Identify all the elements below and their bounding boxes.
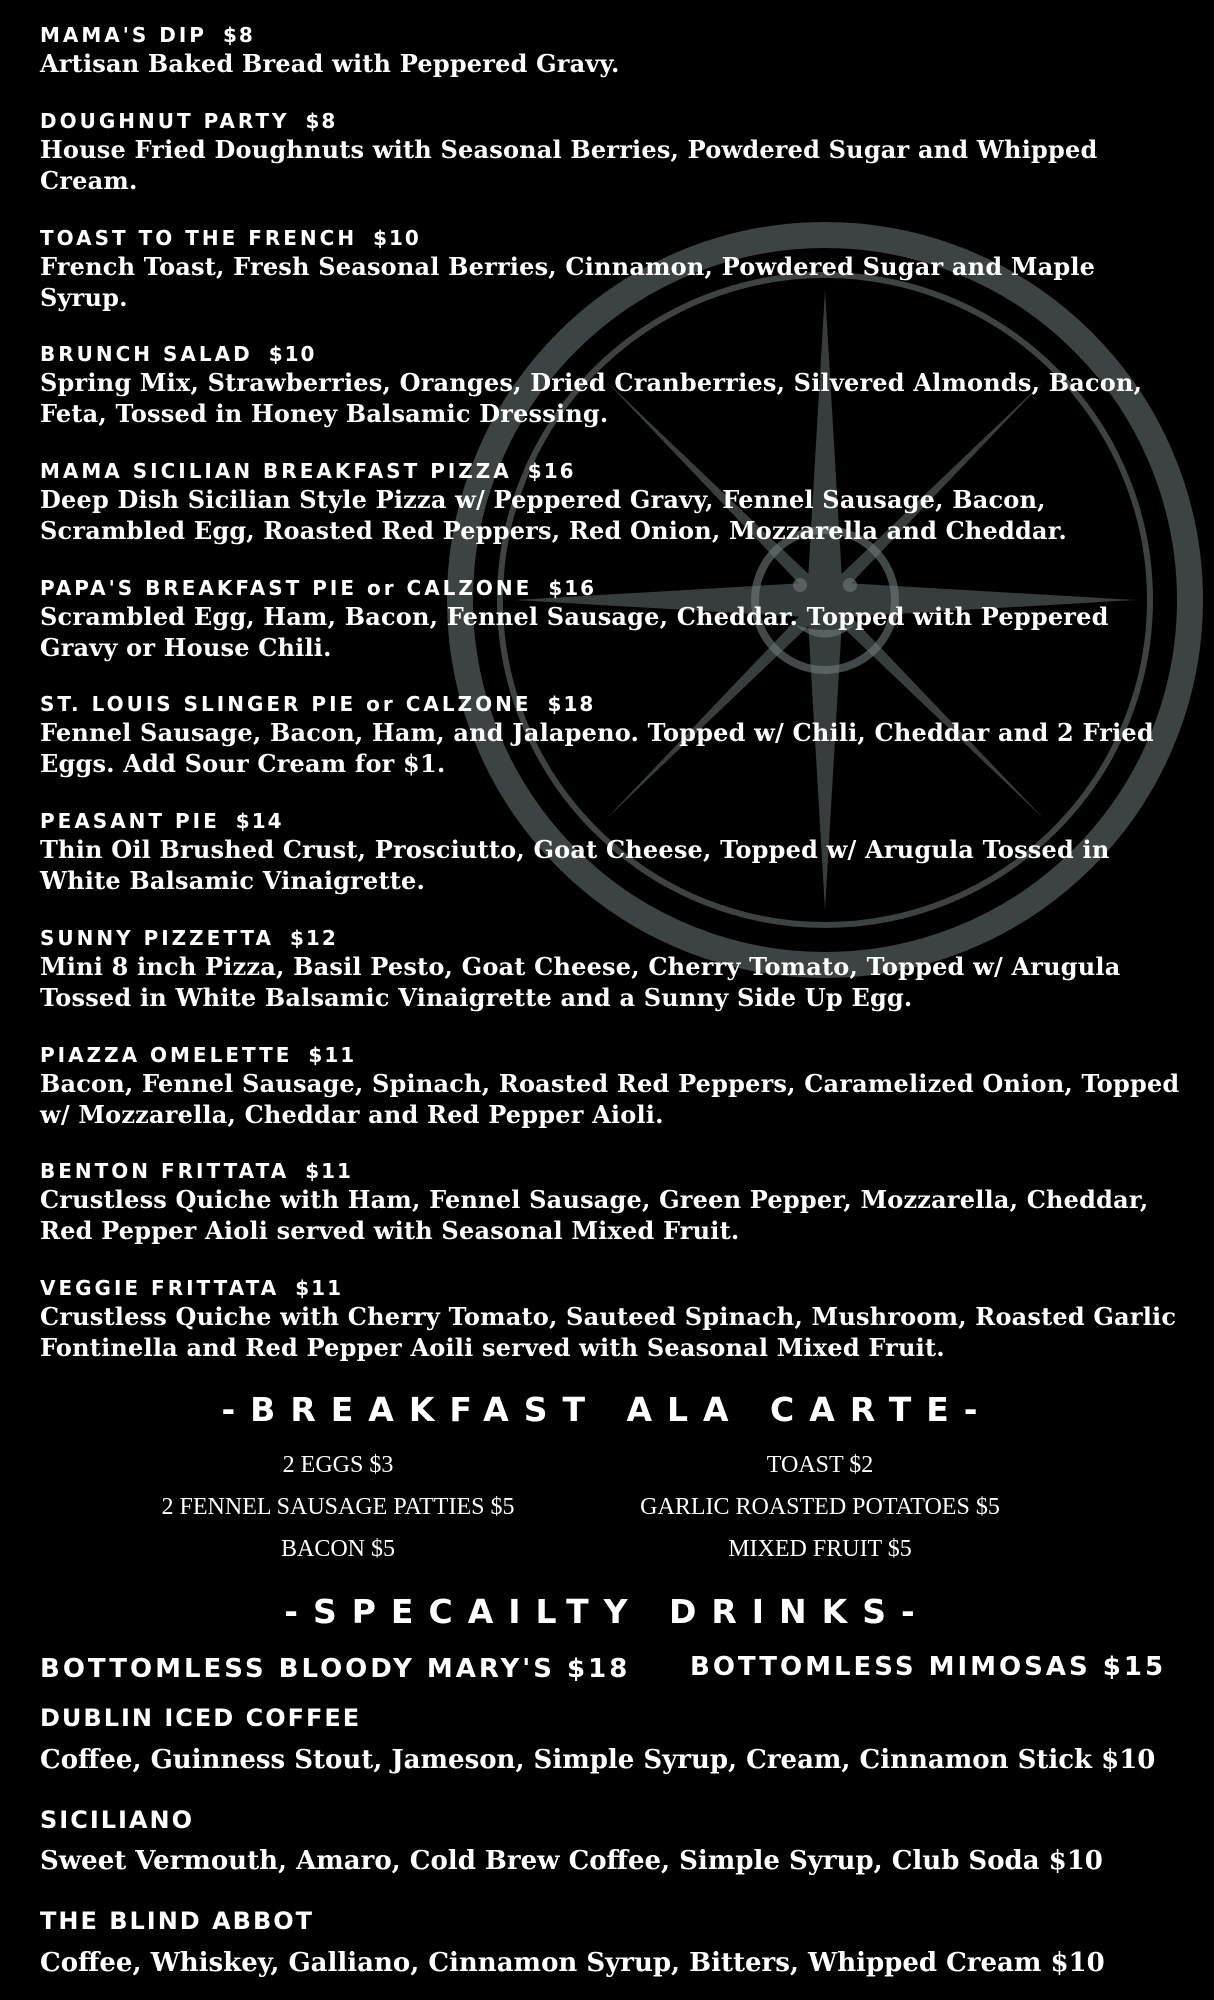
menu-item-mama-sicilian-breakfast-pizza	[40, 458, 1180, 546]
drink-title-dublin-iced-coffee: DUBLIN ICED COFFEE	[40, 1704, 362, 1732]
menu-item-doughnut-party	[40, 108, 1180, 196]
menu-item-price: $10	[268, 342, 317, 366]
menu-item-description: Artisan Baked Bread with Peppered Gravy.	[40, 49, 620, 78]
breakfast-alacarte-heading: -BREAKFAST ALA CARTE-	[221, 1390, 993, 1429]
menu-item-veggie-frittata	[40, 1275, 1180, 1363]
menu-item-price: $12	[290, 926, 338, 950]
menu-item-name: SUNNY PIZZETTA	[40, 926, 275, 950]
menu-item-peasant-pie	[40, 808, 1180, 896]
menu-item-title	[40, 575, 1180, 601]
menu-item-price: $14	[235, 809, 284, 833]
menu-item-description: Deep Dish Sicilian Style Pizza w/ Peppered Gravy, Fennel Sausage, Bacon, Scrambled Egg, Roasted Red Peppers, Red Onion, Mozzarella and Cheddar.	[40, 485, 1067, 545]
alacarte-item-bacon: BACON $5	[280, 1536, 395, 1562]
menu-item-brunch-salad	[40, 341, 1180, 429]
menu-item-name: ST. LOUIS SLINGER PIE or CALZONE	[40, 692, 532, 716]
menu-item-st-louis-slinger	[40, 691, 1180, 779]
menu-item-description: Mini 8 inch Pizza, Basil Pesto, Goat Cheese, Cherry Tomato, Topped w/ Arugula Tossed in White Balsamic Vinaigrette and a Sunny Side Up Egg.	[40, 952, 1121, 1012]
menu-item-description: Spring Mix, Strawberries, Oranges, Dried Cranberries, Silvered Almonds, Bacon, Feta, Tossed in Honey Balsamic Dressing.	[40, 368, 1143, 428]
menu-item-price: $10	[373, 226, 421, 250]
menu-item-name: BRUNCH SALAD	[40, 342, 253, 366]
menu-item-title	[40, 341, 1180, 367]
menu-item-name: PAPA'S BREAKFAST PIE or CALZONE	[40, 576, 533, 600]
menu-item-price: $8	[222, 23, 255, 47]
menu-item-title	[40, 108, 1180, 134]
menu-item-name: MAMA'S DIP	[40, 23, 207, 47]
menu-item-description: Crustless Quiche with Ham, Fennel Sausage, Green Pepper, Mozzarella, Cheddar, Red Pepper Aioli served with Seasonal Mixed Fruit.	[40, 1185, 1149, 1245]
menu-item-name: MAMA SICILIAN BREAKFAST PIZZA	[40, 459, 512, 483]
menu-item-name: VEGGIE FRITTATA	[40, 1276, 280, 1300]
menu-item-name: PIAZZA OMELETTE	[40, 1043, 293, 1067]
menu-item-price: $18	[547, 692, 596, 716]
menu-item-papas-breakfast-pie	[40, 575, 1180, 663]
menu-item-description: Scrambled Egg, Ham, Bacon, Fennel Sausage, Cheddar. Topped with Peppered Gravy or House Chili.	[40, 602, 1109, 662]
menu-item-title	[40, 691, 1180, 717]
menu-item-name: TOAST TO THE FRENCH	[40, 226, 358, 250]
menu-item-price: $16	[548, 576, 597, 600]
menu-item-price: $16	[527, 459, 576, 483]
menu-item-name: PEASANT PIE	[40, 809, 220, 833]
menu-item-mamas-dip	[40, 22, 1180, 79]
menu-item-description: Bacon, Fennel Sausage, Spinach, Roasted Red Peppers, Caramelized Onion, Topped w/ Mozzarella, Cheddar and Red Pepper Aioli.	[40, 1069, 1180, 1129]
menu-item-price: $8	[305, 109, 338, 133]
drink-title-siciliano: SICILIANO	[40, 1806, 195, 1834]
specialty-drinks-heading: -SPECAILTY DRINKS-	[284, 1592, 930, 1631]
menu-item-title	[40, 1275, 1180, 1301]
menu-item-price: $11	[308, 1043, 357, 1067]
drink-description-siciliano: Sweet Vermouth, Amaro, Cold Brew Coffee, Simple Syrup, Club Soda $10	[40, 1846, 1103, 1876]
menu-item-title	[40, 225, 1180, 251]
bottomless-bloody-marys: BOTTOMLESS BLOODY MARY'S $18	[40, 1654, 631, 1684]
menu-item-name: BENTON FRITTATA	[40, 1159, 290, 1183]
menu-item-price: $11	[295, 1276, 343, 1300]
menu-item-title	[40, 1042, 1180, 1068]
menu-item-description: Thin Oil Brushed Crust, Prosciutto, Goat Cheese, Topped w/ Arugula Tossed in White Balsamic Vinaigrette.	[40, 835, 1110, 895]
drink-description-dublin-iced-coffee: Coffee, Guinness Stout, Jameson, Simple Syrup, Cream, Cinnamon Stick $10	[40, 1745, 1156, 1775]
drink-description-blind-abbot: Coffee, Whiskey, Galliano, Cinnamon Syrup, Bitters, Whipped Cream $10	[40, 1948, 1105, 1978]
menu-item-title	[40, 22, 1180, 48]
menu-item-description: French Toast, Fresh Seasonal Berries, Cinnamon, Powdered Sugar and Maple Syrup.	[40, 252, 1096, 312]
alacarte-item-sausage-patties: 2 FENNEL SAUSAGE PATTIES $5	[161, 1494, 515, 1520]
alacarte-item-mixed-fruit: MIXED FRUIT $5	[728, 1536, 912, 1562]
alacarte-item-potatoes: GARLIC ROASTED POTATOES $5	[640, 1494, 1000, 1520]
menu-item-description: House Fried Doughnuts with Seasonal Berries, Powdered Sugar and Whipped Cream.	[40, 135, 1098, 195]
menu-item-title	[40, 808, 1180, 834]
bottomless-mimosas: BOTTOMLESS MIMOSAS $15	[690, 1652, 1167, 1682]
menu-item-sunny-pizzetta	[40, 925, 1180, 1013]
menu-item-toast-to-the-french	[40, 225, 1180, 313]
menu-item-description: Crustless Quiche with Cherry Tomato, Sauteed Spinach, Mushroom, Roasted Garlic Fontinella and Red Pepper Aoili served with Seasonal Mixed Fruit.	[40, 1302, 1177, 1362]
alacarte-item-toast: TOAST $2	[766, 1452, 874, 1478]
menu-item-title	[40, 1158, 1180, 1184]
drink-title-blind-abbot: THE BLIND ABBOT	[40, 1907, 315, 1935]
menu-item-title	[40, 458, 1180, 484]
menu-item-piazza-omelette	[40, 1042, 1180, 1130]
menu-item-benton-frittata	[40, 1158, 1180, 1246]
menu-item-price: $11	[305, 1159, 353, 1183]
menu-item-description: Fennel Sausage, Bacon, Ham, and Jalapeno. Topped w/ Chili, Cheddar and 2 Fried Eggs. Add Sour Cream for $1.	[40, 718, 1154, 778]
alacarte-item-eggs: 2 EGGS $3	[282, 1452, 394, 1478]
menu-item-title	[40, 925, 1180, 951]
menu-item-name: DOUGHNUT PARTY	[40, 109, 290, 133]
